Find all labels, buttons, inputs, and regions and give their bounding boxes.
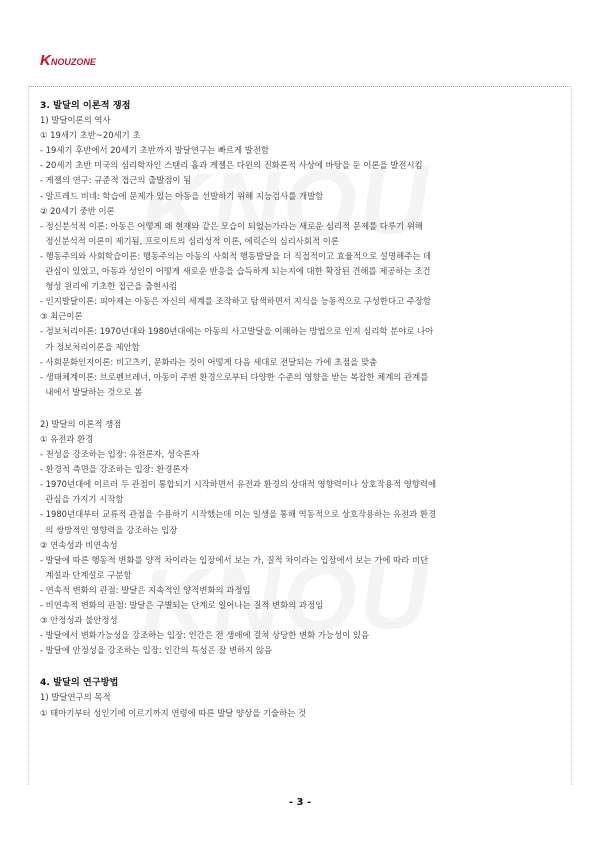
logo-main: NOU <box>50 57 71 67</box>
text-line: - 생태체계이론: 브로펜브레너, 아동이 주변 환경으로부터 다양한 수준의 영향을 받는 복잡한 체계의 관계를 <box>40 371 429 382</box>
text-line: 형성 원리에 기초한 접근을 출현시킴 <box>40 281 178 292</box>
text-line: ① 유전과 환경 <box>40 433 94 444</box>
text-line: 2) 발달의 이론적 쟁점 <box>40 418 122 429</box>
text-line: - 19세기 후반에서 20세기 초반까지 발달연구는 빠르게 발전함 <box>40 145 270 156</box>
text-line: ② 20세기 중반 이론 <box>40 205 115 216</box>
text-line: - 발달에 따른 행동적 변화를 양적 차이라는 입장에서 보는 가, 질적 차이라는 입장에서 보는 가에 따라 비단 <box>40 554 429 565</box>
text-line: 의 쌍방적인 영향력을 강조하는 입장 <box>40 524 178 535</box>
text-line: 관심을 가지기 시작함 <box>40 494 124 505</box>
section-spacer <box>40 400 562 417</box>
document-body <box>40 98 562 721</box>
text-line: - 사회문화인지이론: 비고츠키, 문화라는 것이 어떻게 다음 세대로 전달되는 가에 초점을 맞춤 <box>40 356 378 367</box>
text-line: - 비연속적 변화의 관점: 발달은 구별되는 단계로 일어나는 질적 변화의 과정임 <box>40 600 324 610</box>
text-line: 관심이 있었고, 아동과 성인이 어떻게 새로운 반응을 습득하게 되는지에 대한 확장된 견해를 제공하는 조건 <box>40 266 431 277</box>
logo-prefix: K <box>40 52 51 69</box>
text-line: - 발달에 안정성을 강조하는 입장: 인간의 특성은 잘 변하지 않음 <box>40 645 273 656</box>
section-heading: 4. 발달의 연구방법 <box>40 677 119 689</box>
text-line: - 게젤의 연구: 규준적 접근의 출발점이 됨 <box>40 175 192 186</box>
text-line: - 정보처리이론: 1970년대와 1980년대에는 아동의 사고발달을 이해하는 방법으로 인지 심리학 분야로 나아 <box>40 326 434 337</box>
text-line: - 정신분석적 이론: 아동은 어떻게 왜 현재와 같은 모습이 되었는가라는 새로운 심리적 문제를 다루기 위해 <box>40 220 423 231</box>
text-line: ③ 최근이론 <box>40 311 83 322</box>
text-line: ① 19세기 초반~20세기 초 <box>40 130 141 141</box>
text-line: 내에서 발달하는 것으로 봄 <box>40 386 143 397</box>
header-divider <box>28 86 572 87</box>
text-line: ③ 안정성과 불안정성 <box>40 615 118 626</box>
text-line: 가 정보처리이론을 제안함 <box>40 341 140 352</box>
text-line: - 행동주의와 사회학습이론: 행동주의는 아동의 사회적 행동발달을 더 직접적이고 효율적으로 설명해주는 데 <box>40 250 432 261</box>
text-line: ① 태아기부터 성인기에 이르기까지 연령에 따른 발달 양상을 기술하는 것 <box>40 707 307 718</box>
text-line: - 1970년대에 이르러 두 관점이 통합되기 시작하면서 유전과 환경의 상대적 영향력이나 상호작용적 영향력에 <box>40 479 437 490</box>
text-line: - 천성을 강조하는 입장: 유전론자, 성숙론자 <box>40 449 200 460</box>
section-spacer <box>40 658 562 675</box>
knouzone-logo <box>40 52 96 70</box>
logo-suffix: ZONE <box>70 57 96 67</box>
text-line: 1) 발달연구의 목적 <box>40 692 111 703</box>
text-line: ② 연속성과 비연속성 <box>40 539 118 550</box>
page-number: - 3 - <box>288 797 312 808</box>
text-line: - 환경적 측면을 강조하는 입장: 환경론자 <box>40 464 189 475</box>
text-line: 정신분석적 이론이 제기됨, 프로이트의 심리성적 이론, 에릭슨의 심리사회적 이론 <box>40 235 339 246</box>
text-line: 1) 발달이론의 역사 <box>40 115 111 126</box>
text-line: - 발달에서 변화가능성을 강조하는 입장: 인간은 전 생애에 걸쳐 상당한 변화 가능성이 있음 <box>40 630 370 641</box>
text-line: - 연속적 변화의 관점: 발달은 지속적인 양적변화의 과정임 <box>40 584 251 595</box>
right-border <box>571 86 572 785</box>
text-line: - 20세기 초반 미국의 심리학자인 스탠리 홀과 게젤은 다윈의 진화론적 사상에 바탕을 둔 이론을 발전시킴 <box>40 160 423 171</box>
text-line: 계설과 단계설로 구분함 <box>40 569 132 580</box>
left-border <box>28 86 29 785</box>
text-line: - 1980년대부터 교류적 관점을 수용하기 시작했는데 이는 일생을 통해 역동적으로 상호작용하는 유전과 환경 <box>40 509 437 520</box>
text-line: - 알프레드 비네: 학습에 문제가 있는 아동을 선발하기 위해 지능검사를 개발함 <box>40 190 324 201</box>
section-heading: 3. 발달의 이론적 쟁점 <box>40 100 131 111</box>
text-line: - 인지발달이론: 피아제는 아동은 자신의 세계를 조작하고 탐색하면서 지식을 능동적으로 구성한다고 주장함 <box>40 296 432 307</box>
